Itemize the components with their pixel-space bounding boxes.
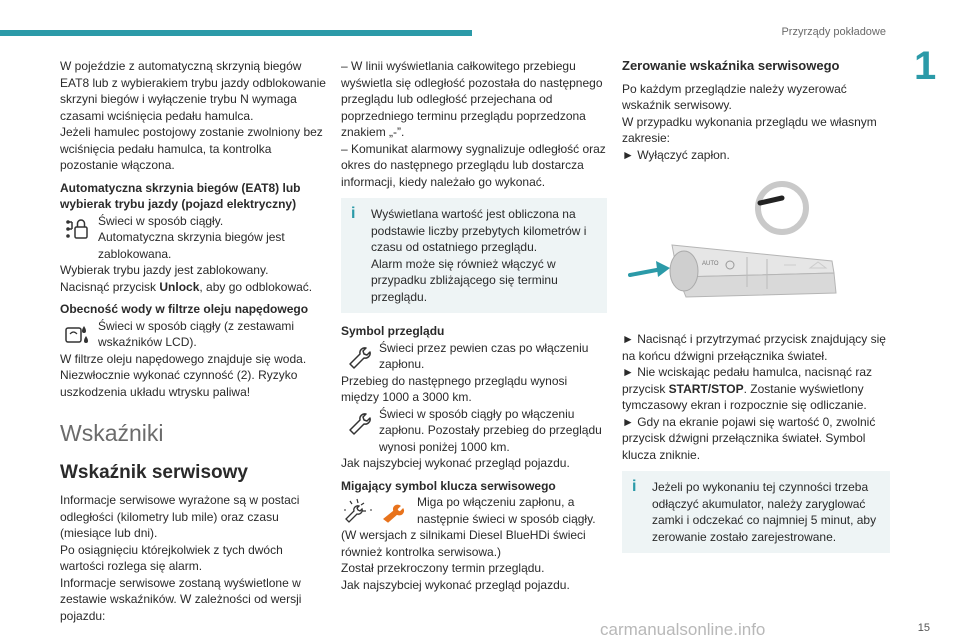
text: Świeci w sposób ciągły (z zestawami wskaźników LCD). (98, 318, 295, 349)
text: (W wersjach z silnikami Diesel BlueHDi świeci również kontrolka serwisowa.) (341, 528, 586, 559)
subheading-flashing-wrench: Migający symbol klucza serwisowego (341, 478, 556, 493)
warning-entry (341, 494, 607, 527)
chapter-number: 1 (914, 38, 960, 94)
text: Jak najszybciej wykonać przegląd pojazdu. (341, 577, 570, 592)
warning-entry (60, 213, 326, 263)
warning-entry (341, 340, 607, 373)
flashing-wrench-icon (341, 494, 413, 526)
column-3 (622, 58, 890, 563)
bullet: – Komunikat alarmowy sygnalizuje odległość oraz okres do następnego przeglądu lub dostarcza informacji, kiedy należało go wykonać. (341, 141, 606, 189)
heading-reset: Zerowanie wskaźnika serwisowego (622, 58, 840, 73)
text: Przebieg do następnego przeglądu wynosi między 1000 a 3000 km. (341, 373, 568, 404)
step: ► Gdy na ekranie pojawi się wartość 0, zwolnić przycisk dźwigni przełącznika świateł. Symbol klucza zniknie. (622, 414, 876, 462)
light-stalk-diagram (622, 173, 890, 323)
gear-lock-icon (60, 213, 94, 245)
arrow-icon (630, 261, 670, 277)
info-icon: i (632, 478, 637, 495)
info-box (622, 471, 890, 553)
text: Świeci w sposób ciągły po włączeniu zapłonu. Pozostały przebieg do przeglądu wynosi poniżej 1000 km. (379, 406, 602, 454)
paragraph: Informacje serwisowe zostaną wyświetlone w zestawie wskaźników. W zależności od wersji pojazdu: (60, 575, 302, 623)
text: Jak najszybciej wykonać przegląd pojazdu. (341, 456, 570, 470)
water-in-fuel-icon (60, 318, 94, 350)
start-stop-label: START/STOP (668, 381, 744, 396)
info-text: Wyświetlana wartość jest obliczona na podstawie liczby przebytych kilometrów i czasu od ostatniego przeglądu. Alarm może się również włączyć w przypadku zbliżającego się terminu przeglądu. (371, 207, 587, 304)
text-pre: ► Nie wciskając pedału hamulca, nacisnąć raz przycisk (622, 365, 872, 396)
text: Wybierak trybu jazdy jest zablokowany. (60, 263, 269, 277)
heading-service-indicator: Wskaźnik serwisowy (60, 462, 248, 483)
text: Świeci w sposób ciągły. (98, 213, 224, 228)
column-1 (60, 58, 326, 624)
text: Świeci przez pewien czas po włączeniu zapłonu. (379, 340, 589, 371)
text: W filtrze oleju napędowego znajduje się woda. (60, 351, 307, 366)
header-title: Przyrządy pokładowe (781, 26, 886, 38)
warning-entry (60, 318, 326, 351)
text: Miga po włączeniu zapłonu, a następnie świeci w sposób ciągły. (417, 495, 596, 526)
steering-wheel-icon (758, 184, 806, 232)
paragraph: Po każdym przeglądzie należy wyzerować wskaźnik serwisowy. (622, 81, 847, 112)
subheading-eat8: Automatyczna skrzynia biegów (EAT8) lub wybierak trybu jazdy (pojazd elektryczny) (60, 180, 301, 211)
paragraph: W pojeździe z automatyczną skrzynią biegów EAT8 lub z wybierakiem trybu jazdy odblokowanie skrzyni biegów i wyłączenie trybu N wymaga czasami wciśnięcia pedału hamulca. (60, 59, 326, 123)
subheading-service-symbol: Symbol przeglądu (341, 324, 445, 338)
wrench-icon (341, 406, 375, 438)
text-post: , aby go odblokować. (199, 279, 313, 294)
step: ► Nacisnąć i przytrzymać przycisk znajdujący się na końcu dźwigni przełącznika świateł. (622, 332, 886, 363)
watermark: carmanualsonline.info (600, 619, 766, 639)
unlock-label: Unlock (159, 279, 200, 294)
subheading-water-filter: Obecność wody w filtrze oleju napędowego (60, 302, 309, 316)
info-icon: i (351, 205, 356, 222)
info-box (341, 198, 607, 313)
text: Automatyczna skrzynia biegów jest zablokowana. (98, 230, 285, 261)
warning-entry (341, 406, 607, 456)
paragraph: Jeżeli hamulec postojowy zostanie zwolniony bez wciśnięcia pedału hamulca, ta kontrolka pozostanie włączona. (60, 125, 323, 172)
text: Został przekroczony termin przeglądu. (341, 561, 545, 575)
step (622, 364, 890, 414)
text-pre: Nacisnąć przycisk (60, 279, 160, 294)
paragraph: W przypadku wykonania przeglądu we własnym zakresie: (622, 114, 877, 145)
light-stalk-icon (670, 245, 836, 297)
text-post: . Zostanie wyświetlony tymczasowy ekran i rozpocznie się odliczanie. (622, 381, 867, 412)
wrench-icon (341, 340, 375, 372)
step: ► Wyłączyć zapłon. (622, 147, 730, 162)
svg-text:AUTO: AUTO (702, 261, 719, 267)
text: Niezwłocznie wykonać czynność (2). Ryzyko uszkodzenia układu wtrysku paliwa! (60, 368, 298, 399)
page-number: 15 (917, 621, 930, 634)
paragraph: Po osiągnięciu którejkolwiek z tych dwóch wartości rozlega się alarm. (60, 542, 283, 573)
header-accent-bar (0, 30, 472, 36)
paragraph: Informacje serwisowe wyrażone są w postaci odległości (kilometry lub mile) oraz czasu (miesiące lub dni). (60, 493, 300, 540)
bullet: – W linii wyświetlania całkowitego przebiegu wyświetla się odległość pozostała do następnego przeglądu lub odległość przejechana od poprzedniego terminu przeglądu poprzedzona znakiem „-”. (341, 59, 603, 139)
section-title: Wskaźniki (60, 420, 164, 446)
info-text: Jeżeli po wykonaniu tej czynności trzeba odłączyć akumulator, należy zaryglować zamki i odczekać co najmniej 5 minut, aby zerowanie zostało zarejestrowane. (652, 480, 877, 544)
column-2 (341, 58, 607, 593)
text (60, 279, 326, 296)
